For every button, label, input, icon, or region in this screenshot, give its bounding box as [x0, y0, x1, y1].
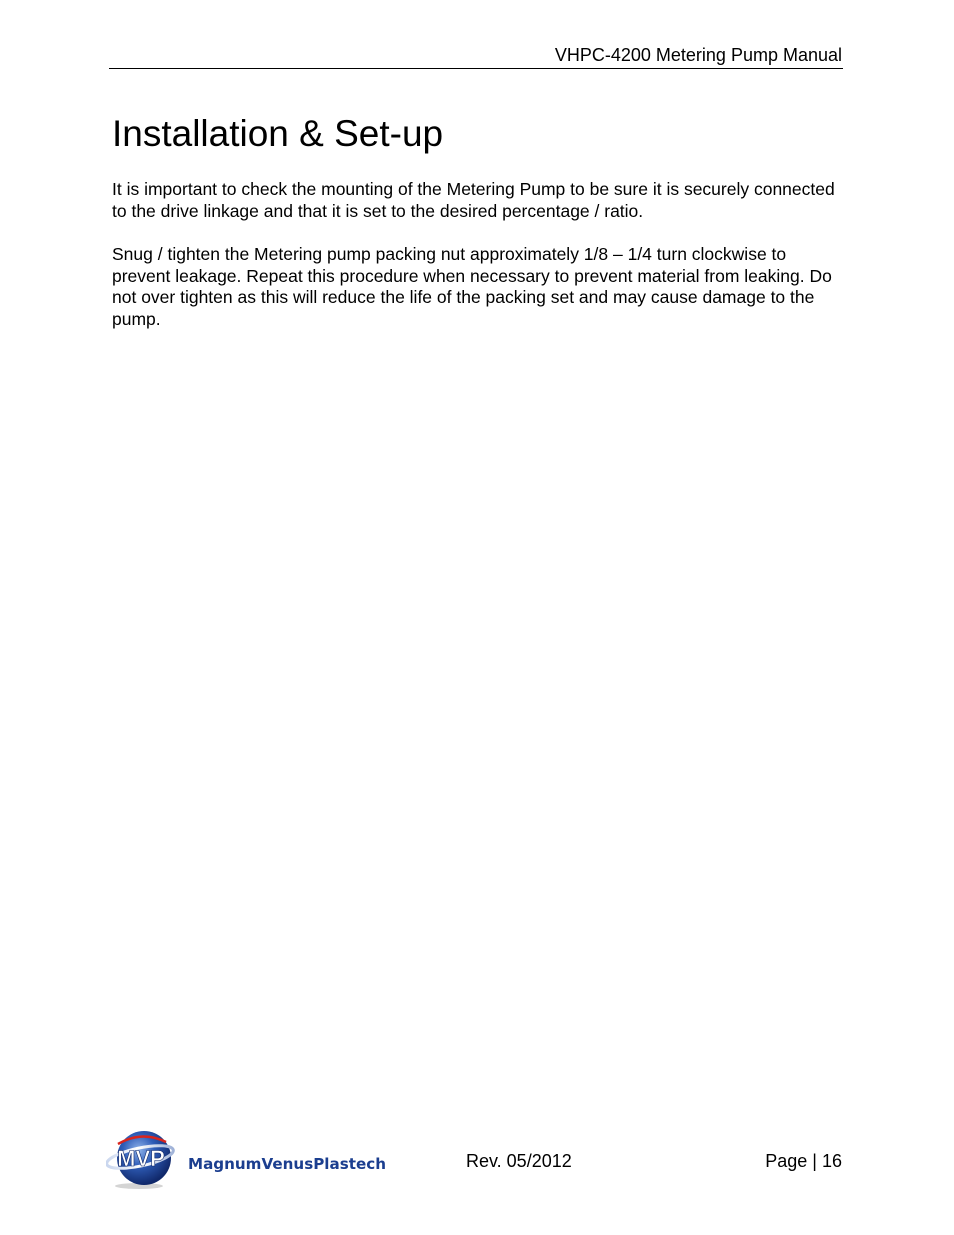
- header-divider: [109, 68, 843, 69]
- header-title: VHPC-4200 Metering Pump Manual: [554, 45, 842, 65]
- revision-date: Rev. 05/2012: [466, 1151, 572, 1171]
- page-title: Installation & Set-up: [112, 113, 444, 154]
- page-number: Page | 16: [765, 1151, 842, 1171]
- mvp-logo-icon: [106, 1126, 396, 1190]
- company-logo: [106, 1126, 396, 1190]
- body-paragraph: It is important to check the mounting of the Metering Pump to be sure it is securely connected to the drive linkage and that it is set to the desired percentage / ratio.: [112, 179, 835, 221]
- body-paragraph: Snug / tighten the Metering pump packing nut approximately 1/8 – 1/4 turn clockwise to prevent leakage. Repeat this procedure when necessary to prevent material from leaking. Do not over tighten as this will reduce the life of the packing set and may cause damage to the pump.: [112, 244, 832, 329]
- logo-mark-text: MVP: [117, 1146, 165, 1171]
- logo-wordmark: MagnumVenusPlastech: [188, 1155, 386, 1173]
